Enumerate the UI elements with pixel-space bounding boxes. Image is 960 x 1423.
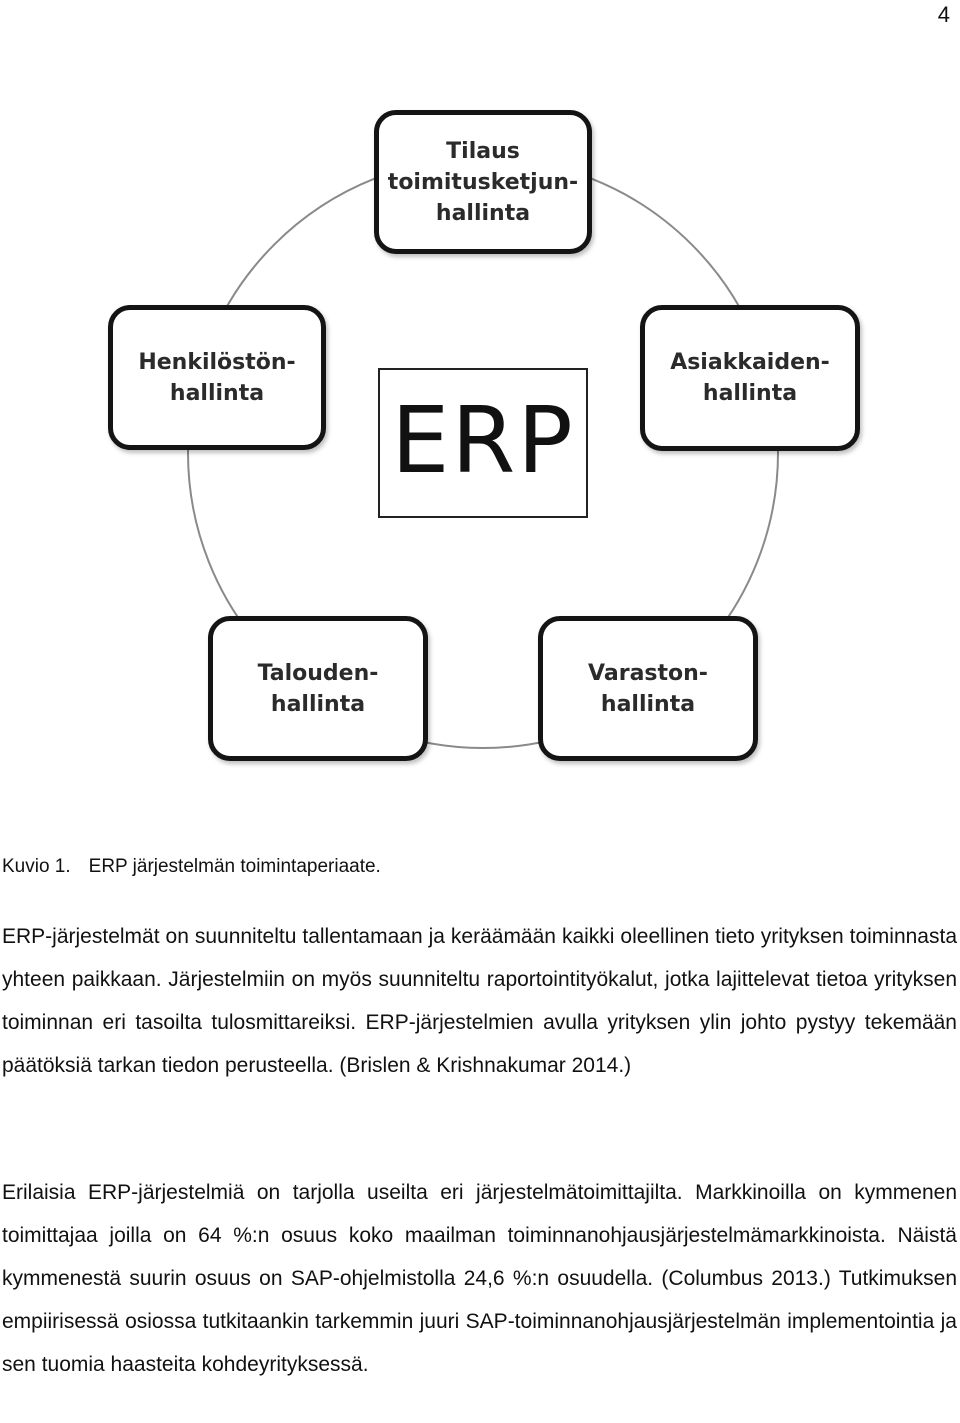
node-top-line-2: toimitusketjun- — [387, 169, 579, 195]
node-bl-line-1: Talouden- — [257, 660, 379, 686]
node-left-line-2: hallinta — [169, 380, 265, 406]
node-right-line-2: hallinta — [702, 381, 798, 406]
caption-label: Kuvio 1. — [2, 856, 71, 877]
node-financial-management — [208, 616, 428, 761]
node-top-line-3: hallinta — [435, 200, 531, 226]
node-human-resources — [108, 305, 326, 450]
node-bl-line-2: hallinta — [270, 691, 366, 717]
caption-text: ERP järjestelmän toimintaperiaate. — [88, 856, 381, 877]
node-order-supply-chain — [374, 110, 592, 254]
erp-center-box: ERP — [378, 368, 588, 518]
paragraph-2: Erilaisia ERP-järjestelmiä on tarjolla useilta eri järjestelmätoimittajilta. Markkinoilla on kymmenen toimittajaa joilla on 64 %:n osuus koko maailman toiminnanohjausjärjestelmämarkkinoista. Näistä kymmenestä suurin osuus on SAP-ohjelmistolla 24,6 %:n osuudella. (Columbus 2013.) Tutkimuksen empiirisessä osiossa tutkitaankin tarkemmin juuri SAP-toiminnanohjausjärjestelmän implementointia ja sen tuomia haasteita kohdeyrityksessä. — [2, 1181, 957, 1376]
node-left-line-1: Henkilöstön- — [138, 349, 296, 375]
figure-caption — [2, 853, 381, 881]
node-top-line-1: Tilaus — [446, 138, 520, 164]
node-br-line-1: Varaston- — [588, 660, 708, 686]
paragraph-1: ERP-järjestelmät on suunniteltu tallentamaan ja keräämään kaikki oleellinen tieto yrityksen toiminnasta yhteen paikkaan. Järjestelmiin on myös suunniteltu raportointityökalut, jotka lajittelevat tietoa yrityksen toiminnan eri tasoilta tulosmittareiksi. ERP-järjestelmien avulla yrityksen ylin johto pystyy tekemään päätöksiä tarkan tiedon perusteella. (Brislen & Krishnakumar 2014.) — [2, 925, 957, 1077]
node-br-line-2: hallinta — [600, 691, 696, 717]
node-right-line-1: Asiakkaiden- — [670, 350, 830, 375]
node-customer-management — [640, 305, 860, 451]
page-number: 4 — [937, 2, 950, 27]
node-inventory-management — [538, 616, 758, 761]
